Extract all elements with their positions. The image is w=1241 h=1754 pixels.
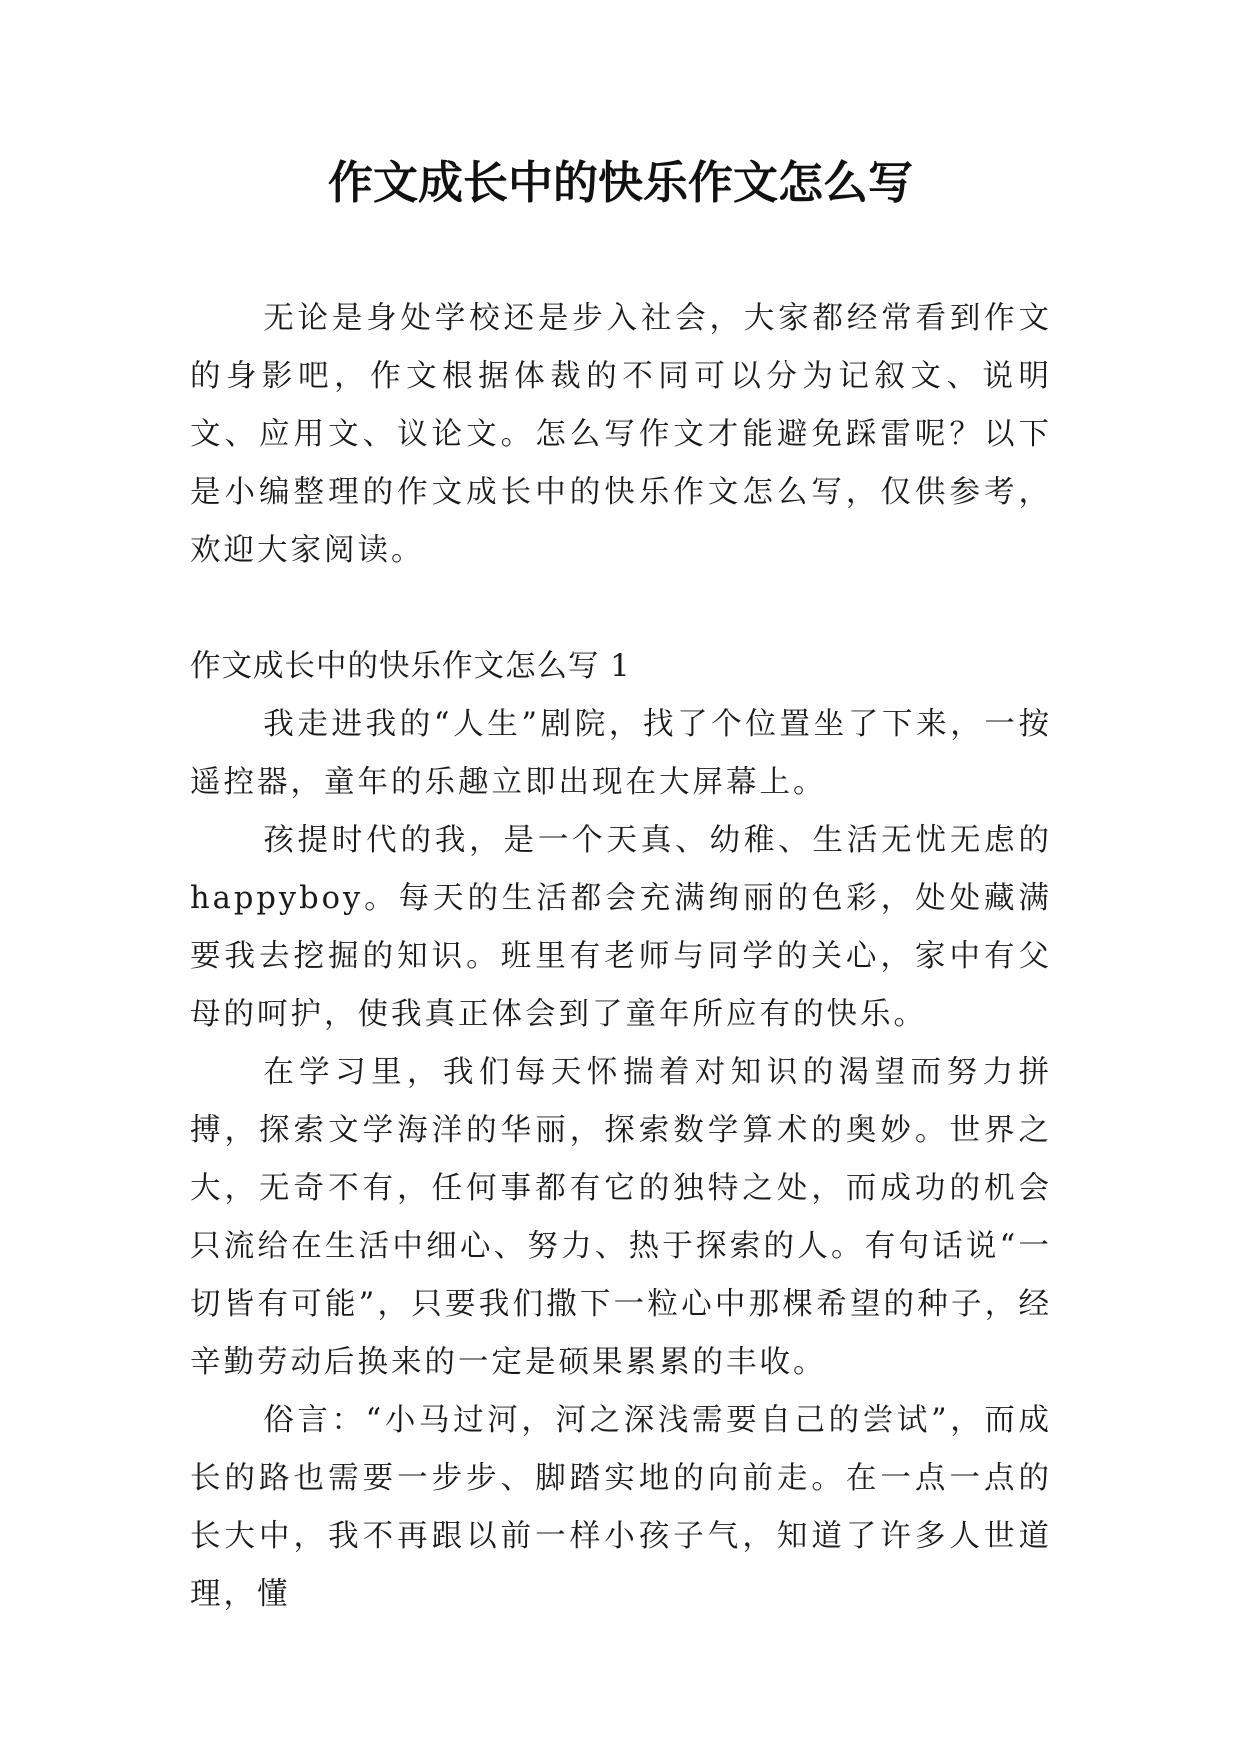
document-title: 作文成长中的快乐作文怎么写 [327,156,913,209]
document-body [190,290,1052,1624]
intro-paragraph: 无论是身处学校还是步入社会，大家都经常看到作文的身影吧，作文根据体裁的不同可以分为记叙文、说明文、应用文、议论文。怎么写作文才能避免踩雷呢？以下是小编整理的作文成长中的快乐作文怎么写，仅供参考，欢迎大家阅读。 [190,301,1052,568]
body-paragraph: 我走进我的“人生”剧院，找了个位置坐了下来，一按遥控器，童年的乐趣立即出现在大屏幕上。 [190,707,1052,800]
body-paragraph: 俗言：“小马过河，河之深浅需要自己的尝试”，而成长的路也需要一步步、脚踏实地的向前走。在一点一点的长大中，我不再跟以前一样小孩子气，知道了许多人世道理，懂 [190,1403,1052,1612]
body-paragraph: 孩提时代的我，是一个天真、幼稚、生活无忧无虑的happyboy。每天的生活都会充满绚丽的色彩，处处藏满要我去挖掘的知识。班里有老师与同学的关心，家中有父母的呵护，使我真正体会到了童年所应有的快乐。 [190,823,1052,1032]
section-heading: 作文成长中的快乐作文怎么写 1 [190,649,631,684]
body-paragraph: 在学习里，我们每天怀揣着对知识的渴望而努力拼搏，探索文学海洋的华丽，探索数学算术的奥妙。世界之大，无奇不有，任何事都有它的独特之处，而成功的机会只流给在生活中细心、努力、热于探索的人。有句话说“一切皆有可能”，只要我们撒下一粒心中那棵希望的种子，经辛勤劳动后换来的一定是硕果累累的丰收。 [190,1055,1052,1380]
